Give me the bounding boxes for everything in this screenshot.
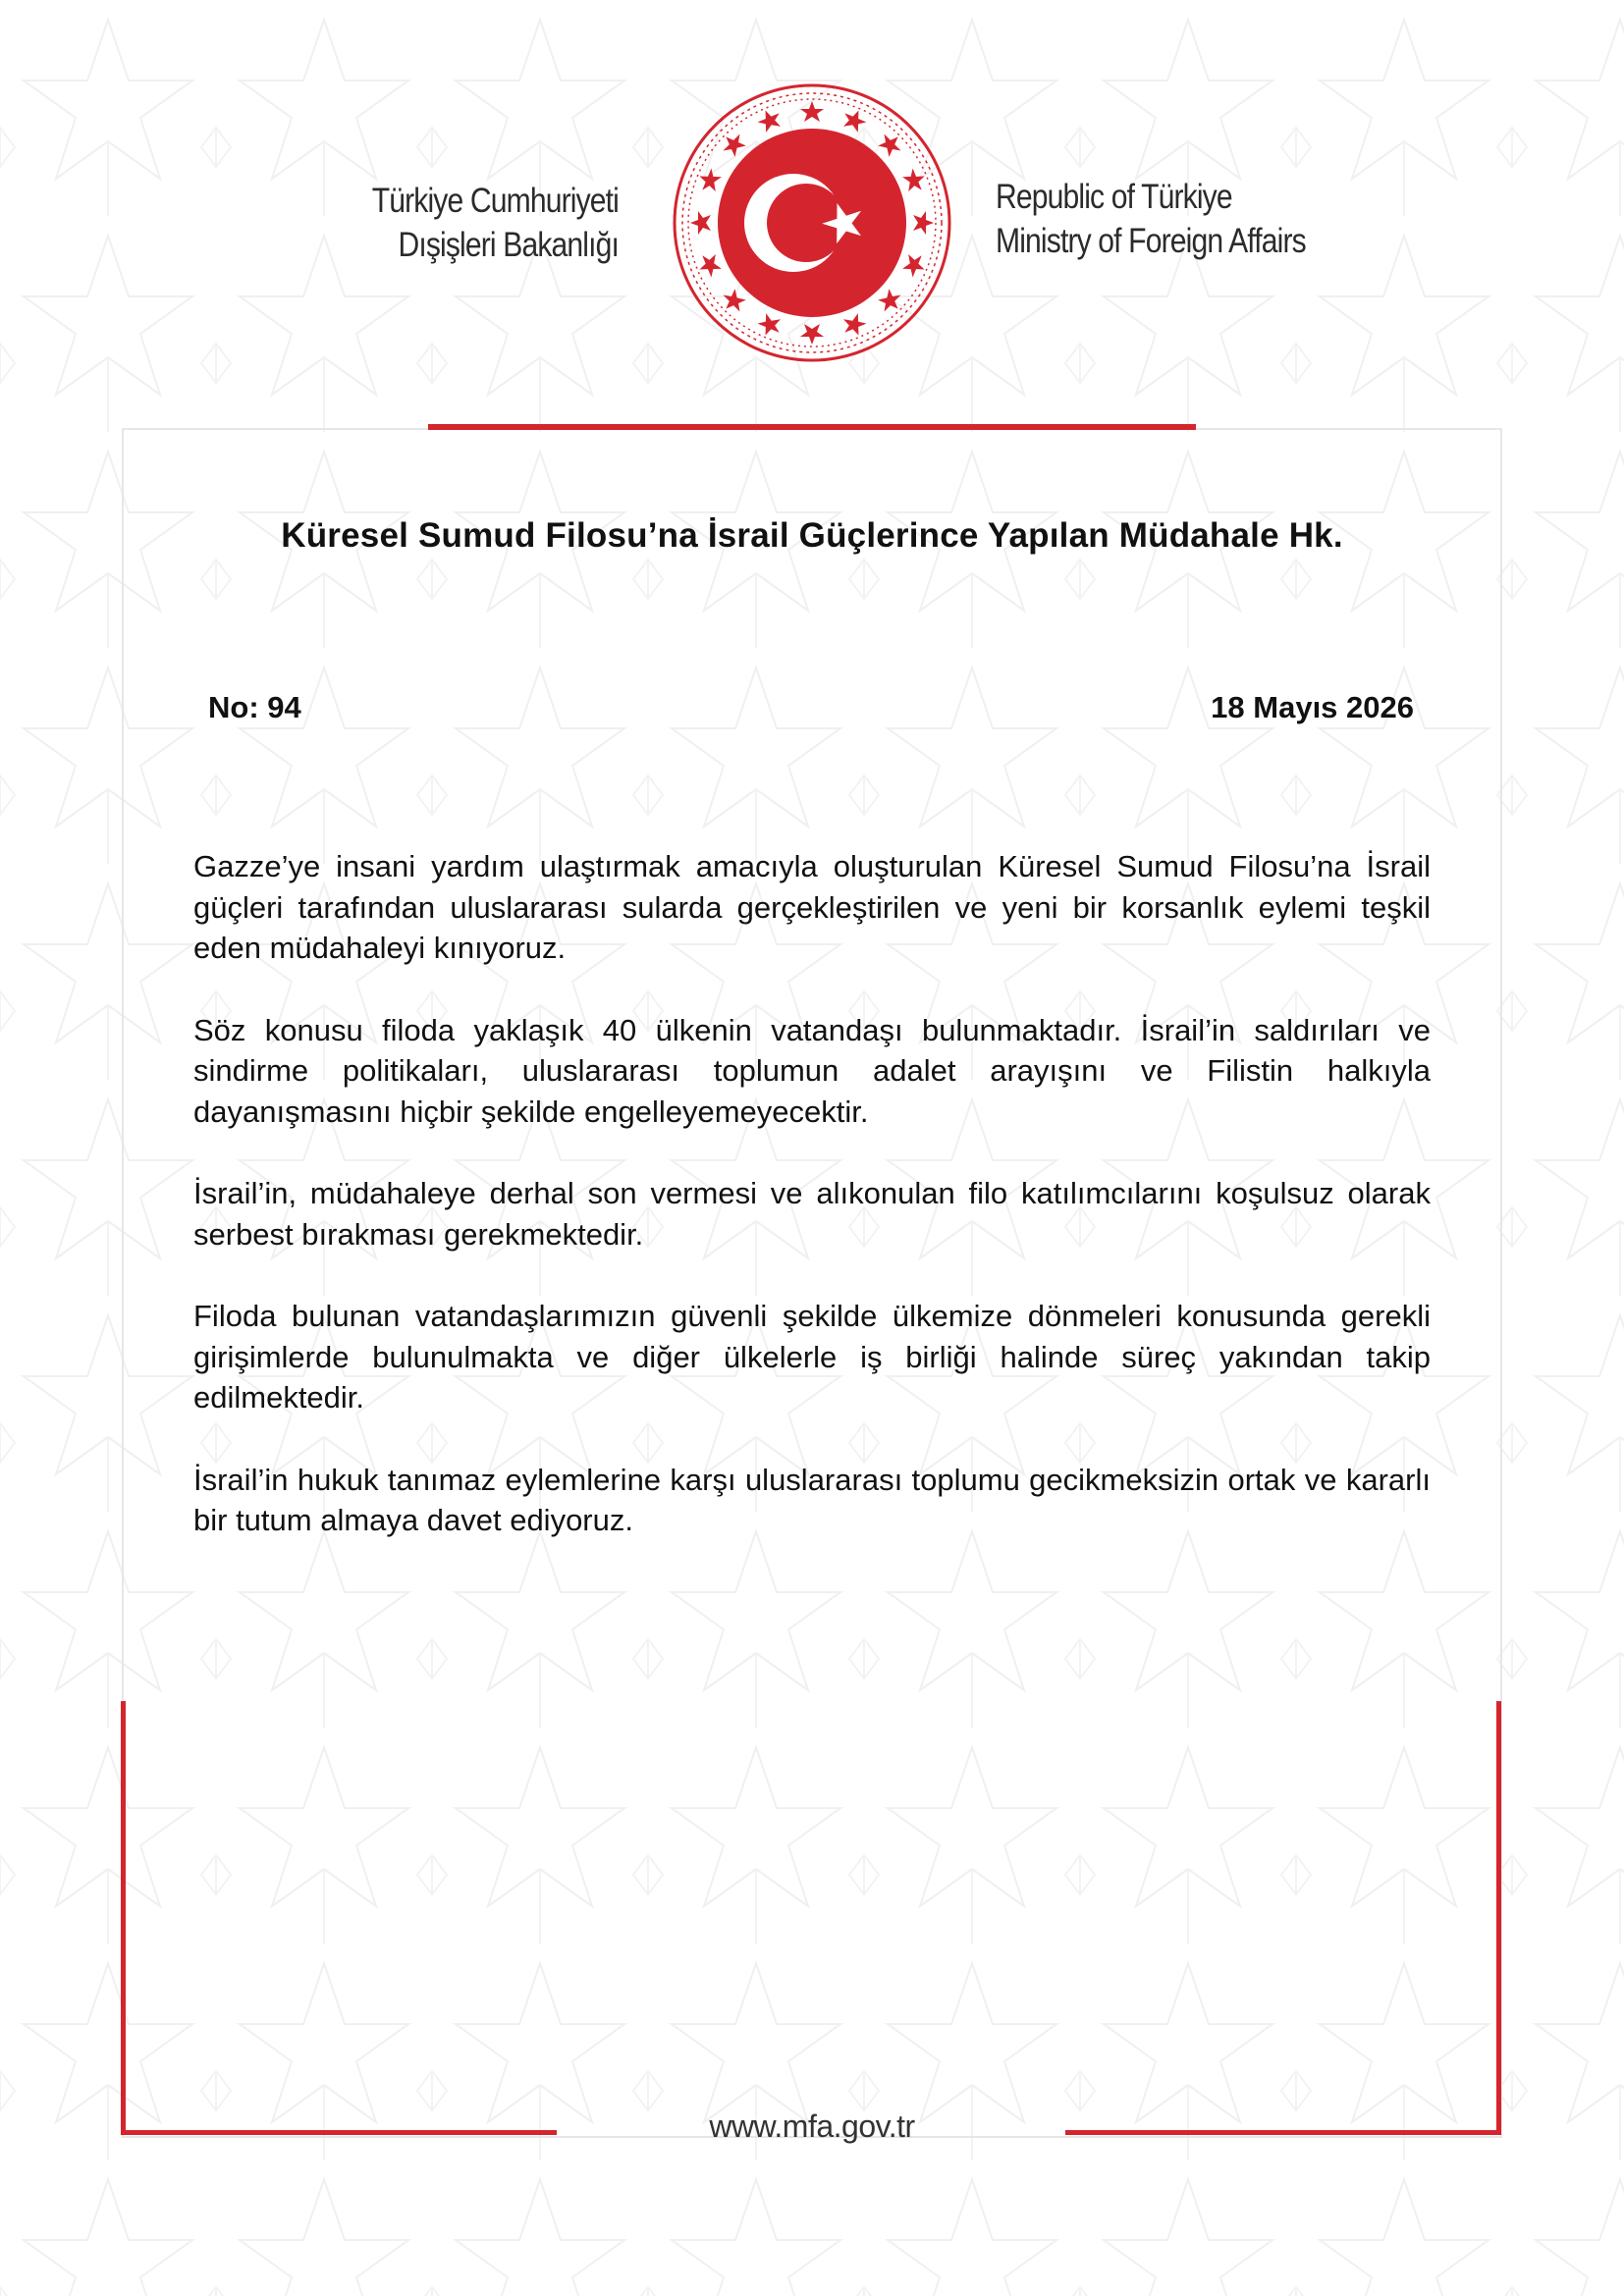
ministry-emblem-icon (672, 82, 952, 363)
frame-right-red-bar (1496, 1701, 1501, 2135)
paragraph: İsrail’in, müdahaleye derhal son vermesi ve alıkonulan filo katılımcılarını koşulsuz olarak serbest bırakması gerekmektedir. (193, 1176, 1431, 1252)
header-tr-line1: Türkiye Cumhuriyeti (371, 182, 619, 220)
frame-top-red-bar (428, 424, 1196, 430)
paragraph: İsrail’in hukuk tanımaz eylemlerine karşı uluslararası toplumu gecikmeksizin ortak ve kararlı bir tutum almaya davet ediyoruz. (193, 1462, 1431, 1537)
paragraph: Söz konusu filoda yaklaşık 40 ülkenin vatandaşı bulunmaktadır. İsrail’in saldırıları ve sindirme politikaları, uluslararası toplumun adalet arayışını ve Filistin halkıyla dayanışmasını hiçbir şekilde engelleyemeyecektir. (193, 1012, 1431, 1129)
header-tr-line2: Dışişleri Bakanlığı (398, 226, 619, 264)
header-en-line2: Ministry of Foreign Affairs (996, 222, 1306, 260)
document-date: 18 Mayıs 2026 (1211, 690, 1414, 724)
frame-left-red-bar (121, 1701, 126, 2135)
footer-website-link[interactable]: www.mfa.gov.tr (709, 2109, 915, 2144)
paragraph: Gazze’ye insani yardım ulaştırmak amacıyla oluşturulan Küresel Sumud Filosu’na İsrail güçleri tarafından uluslararası sularda gerçekleştirilen ve yeni bir korsanlık eylemi teşkil eden müdahaleyi kınıyoruz. (193, 849, 1431, 965)
document-body (193, 846, 1431, 1582)
header-en-line1: Republic of Türkiye (996, 178, 1232, 216)
paragraph: Filoda bulunan vatandaşlarımızın güvenli şekilde ülkemize dönmeleri konusunda gerekli girişimlerde bulunulmakta ve diğer ülkelerle iş birliği halinde süreç yakından takip edilmektedir. (193, 1299, 1431, 1415)
header-turkish-name (340, 179, 619, 267)
document-number: No: 94 (208, 690, 301, 724)
document-title: Küresel Sumud Filosu’na İsrail Güçlerince Yapılan Müdahale Hk. (281, 516, 1343, 555)
header-english-name (996, 175, 1333, 263)
